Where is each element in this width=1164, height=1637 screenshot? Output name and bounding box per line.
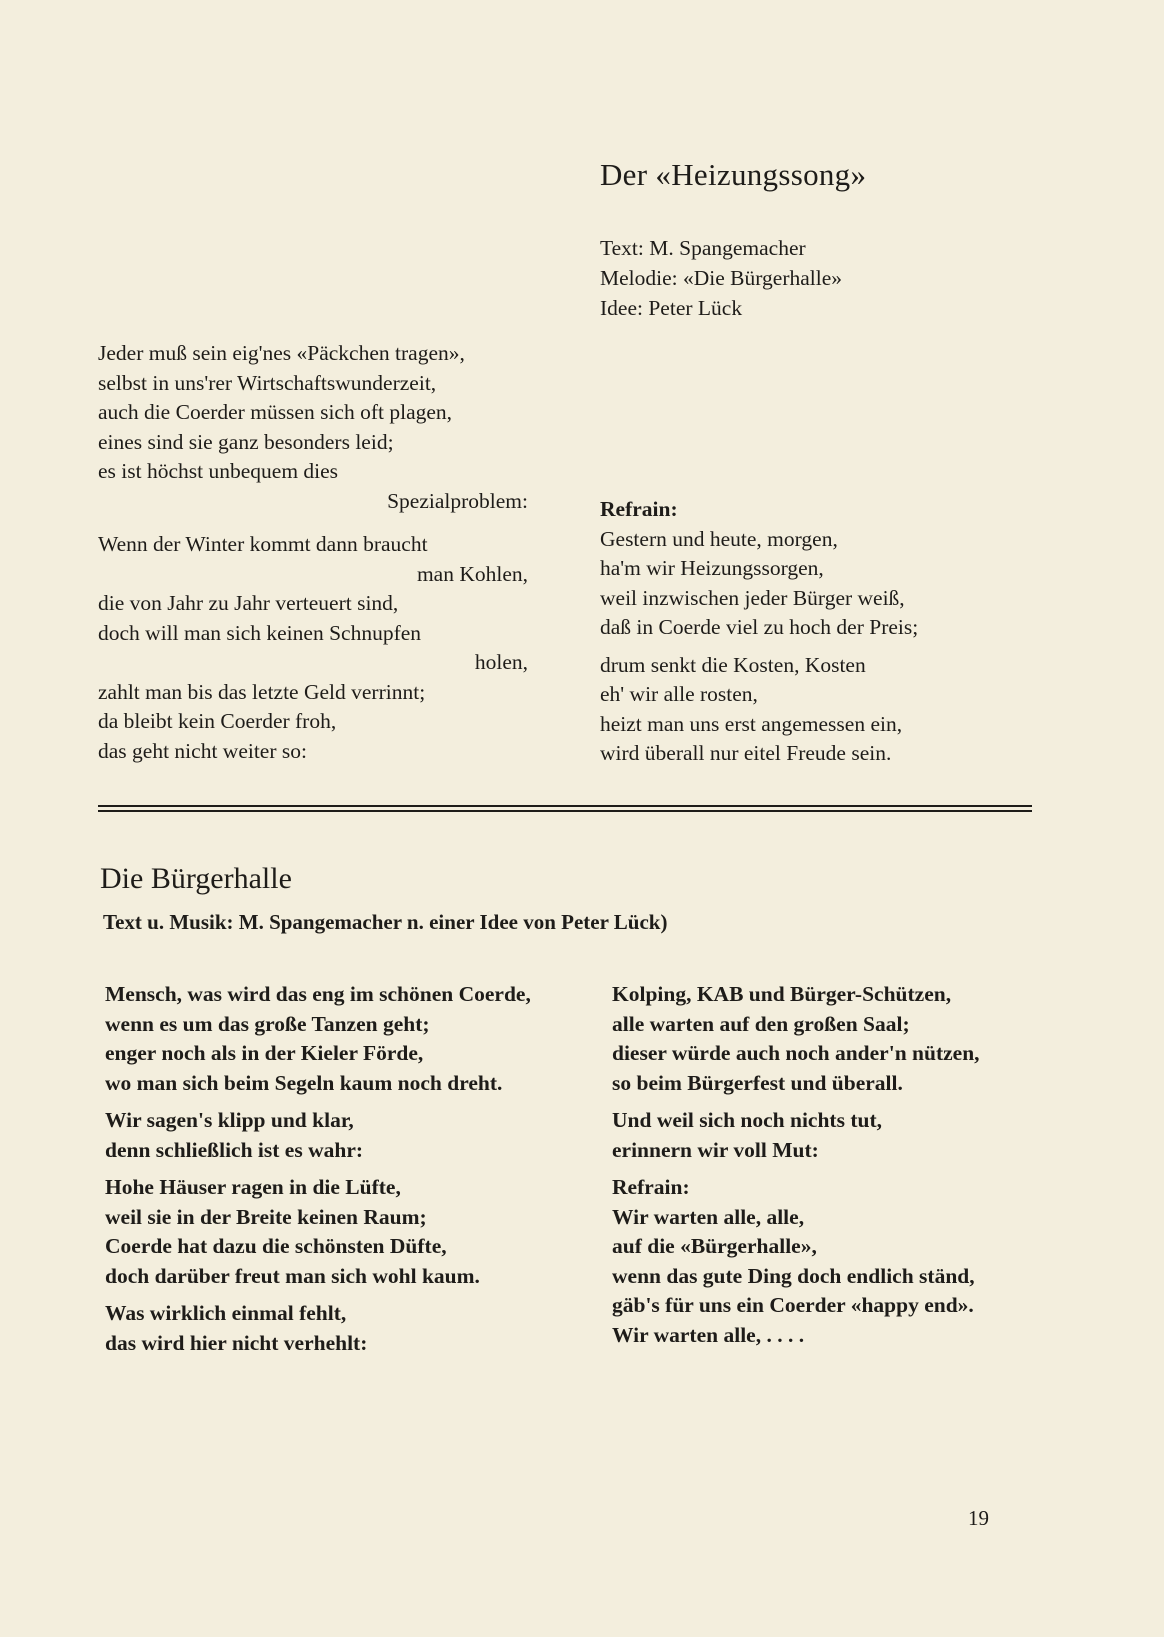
verse-line: Was wirklich einmal fehlt, <box>105 1301 347 1325</box>
song1-verse <box>98 339 528 766</box>
refrain-line: wenn das gute Ding doch endlich ständ, <box>612 1263 975 1288</box>
verse-line: Coerde hat dazu die schönsten Düfte, <box>105 1234 447 1258</box>
verse-line: doch darüber freut man sich wohl kaum. <box>105 1263 480 1288</box>
verse-line: Wir sagen's klipp und klar, <box>105 1108 354 1132</box>
verse-line: man Kohlen, <box>416 561 528 586</box>
verse-line: zahlt man bis das letzte Geld verrinnt; <box>98 679 426 704</box>
verse-line: Spezialproblem: <box>387 488 528 513</box>
refrain-line: Wir warten alle, . . . . <box>612 1322 805 1347</box>
page-number: 19 <box>968 1506 989 1530</box>
refrain-label: Refrain: <box>600 497 678 521</box>
verse-line: Hohe Häuser ragen in die Lüfte, <box>105 1175 401 1199</box>
verse-line: Jeder muß sein eig'nes «Päckchen tragen», <box>98 341 465 365</box>
song2-credits: Text u. Musik: M. Spangemacher n. einer Idee von Peter Lück) <box>103 910 668 934</box>
verse-line: Mensch, was wird das eng im schönen Coerde, <box>105 982 531 1006</box>
song2-verses <box>105 980 605 1358</box>
refrain-line: heizt man uns erst angemessen ein, <box>600 711 903 736</box>
refrain-line: Wir warten alle, alle, <box>612 1204 805 1229</box>
verse-line: denn schließlich ist es wahr: <box>105 1137 364 1162</box>
refrain-label: Refrain: <box>612 1175 690 1199</box>
verse-line: alle warten auf den großen Saal; <box>612 1011 910 1036</box>
verse-line: es ist höchst unbequem dies <box>98 459 339 483</box>
verse-line: doch will man sich keinen Schnupfen <box>98 620 422 645</box>
verse-line: die von Jahr zu Jahr verteuert sind, <box>98 591 399 615</box>
refrain-line: Gestern und heute, morgen, <box>600 526 838 551</box>
song1-credits <box>600 233 842 323</box>
refrain-line: daß in Coerde viel zu hoch der Preis; <box>600 615 919 639</box>
verse-line: Und weil sich noch nichts tut, <box>612 1108 882 1132</box>
song2-title: Die Bürgerhalle <box>100 862 292 895</box>
refrain-line: gäb's für uns ein Coerder «happy end». <box>612 1293 974 1317</box>
verse-line: auch die Coerder müssen sich oft plagen, <box>98 400 453 424</box>
verse-line: wo man sich beim Segeln kaum noch dreht. <box>105 1070 503 1095</box>
song1-refrain <box>600 495 1030 769</box>
verse-line: da bleibt kein Coerder froh, <box>98 709 337 733</box>
song1-title: Der «Heizungssong» <box>600 157 867 192</box>
refrain-line: eh' wir alle rosten, <box>600 682 758 706</box>
section-divider <box>98 805 1032 812</box>
refrain-line: auf die «Bürgerhalle», <box>612 1234 817 1258</box>
song2-right-column <box>612 980 1062 1350</box>
verse-line: weil sie in der Breite keinen Raum; <box>105 1204 427 1229</box>
refrain-line: wird überall nur eitel Freude sein. <box>600 741 892 765</box>
refrain-line: weil inzwischen jeder Bürger weiß, <box>600 585 905 610</box>
refrain-line: ha'm wir Heizungssorgen, <box>600 556 824 580</box>
credit-line: Text: M. Spangemacher <box>600 236 806 260</box>
verse-line: holen, <box>474 650 528 674</box>
verse-line: Wenn der Winter kommt dann braucht <box>98 532 428 556</box>
verse-line: das wird hier nicht verhehlt: <box>105 1330 368 1355</box>
credit-line: Idee: Peter Lück <box>600 296 743 320</box>
verse-line: enger noch als in der Kieler Förde, <box>105 1041 424 1065</box>
verse-line: erinnern wir voll Mut: <box>612 1137 819 1162</box>
refrain-line: drum senkt die Kosten, Kosten <box>600 652 866 677</box>
verse-line: eines sind sie ganz besonders leid; <box>98 429 394 454</box>
verse-line: Kolping, KAB und Bürger-Schützen, <box>612 982 952 1006</box>
verse-line: wenn es um das große Tanzen geht; <box>105 1011 430 1036</box>
verse-line: so beim Bürgerfest und überall. <box>612 1070 903 1095</box>
verse-line: das geht nicht weiter so: <box>98 738 307 763</box>
credit-line: Melodie: «Die Bürgerhalle» <box>600 266 843 290</box>
verse-line: dieser würde auch noch ander'n nützen, <box>612 1041 980 1065</box>
verse-line: selbst in uns'rer Wirtschaftswunderzeit, <box>98 370 437 395</box>
